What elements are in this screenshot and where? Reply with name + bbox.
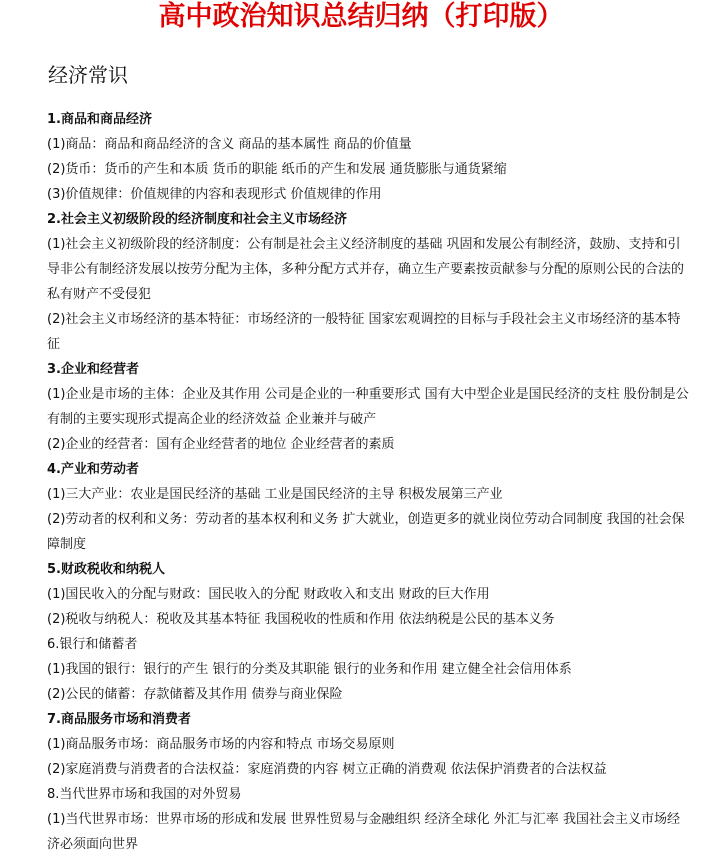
paragraph: (1)企业是市场的主体：企业及其作用 公司是企业的一种重要形式 国有大中型企业是国民经济的支柱 股份制是公有制的主要实现形式提高企业的经济效益 企业兼并与破产 [47, 387, 689, 427]
list-item: (2)企业的经营者：国有企业经营者的地位 企业经营者的素质 [47, 437, 395, 452]
paragraph: (2)劳动者的权利和义务：劳动者的基本权利和义务 扩大就业，创造更多的就业岗位劳动合同制度 我国的社会保障制度 [47, 512, 685, 552]
list-item: (1)三大产业：农业是国民经济的基础 工业是国民经济的主导 积极发展第三产业 [47, 487, 503, 502]
document-body [47, 107, 691, 857]
heading-industry: 4.产业和劳动者 [47, 462, 139, 477]
section-title: 经济常识 [48, 63, 128, 87]
list-item: (1)商品：商品和商品经济的含义 商品的基本属性 商品的价值量 [47, 137, 412, 152]
heading-enterprise: 3.企业和经营者 [47, 362, 139, 377]
list-item: (2)公民的储蓄：存款储蓄及其作用 债券与商业保险 [47, 687, 343, 702]
list-item: (1)商品服务市场：商品服务市场的内容和特点 市场交易原则 [47, 737, 395, 752]
list-item: (1)我国的银行：银行的产生 银行的分类及其职能 银行的业务和作用 建立健全社会信用体系 [47, 662, 572, 677]
list-item: (2)货币：货币的产生和本质 货币的职能 纸币的产生和发展 通货膨胀与通货紧缩 [47, 162, 507, 177]
paragraph: (1)当代世界市场：世界市场的形成和发展 世界性贸易与金融组织 经济全球化 外汇与汇率 我国社会主义市场经济必须面向世界 [47, 812, 680, 852]
list-item: (2)家庭消费与消费者的合法权益：家庭消费的内容 树立正确的消费观 依法保护消费者的合法权益 [47, 762, 607, 777]
list-item: (1)国民收入的分配与财政：国民收入的分配 财政收入和支出 财政的巨大作用 [47, 587, 490, 602]
heading-bank: 6.银行和储蓄者 [47, 637, 138, 652]
heading-market: 7.商品服务市场和消费者 [47, 712, 191, 727]
document-title: 高中政治知识总结归纳（打印版） [158, 1, 564, 32]
paragraph: (2)社会主义市场经济的基本特征：市场经济的一般特征 国家宏观调控的目标与手段社会主义市场经济的基本特征 [47, 312, 681, 352]
list-item: (2)税收与纳税人：税收及其基本特征 我国税收的性质和作用 依法纳税是公民的基本义务 [47, 612, 555, 627]
paragraph: (1)社会主义初级阶段的经济制度：公有制是社会主义经济制度的基础 巩固和发展公有制经济，鼓励、支持和引导非公有制经济发展以按劳分配为主体，多种分配方式并存，确立生产要素按贡献参与分配的原则公民的合法的私有财产不受侵犯 [47, 237, 685, 302]
heading-commodity: 1.商品和商品经济 [47, 112, 152, 127]
heading-economic-system: 2.社会主义初级阶段的经济制度和社会主义市场经济 [47, 212, 347, 227]
heading-finance-tax: 5.财政税收和纳税人 [47, 562, 165, 577]
list-item: (3)价值规律：价值规律的内容和表现形式 价值规律的作用 [47, 187, 382, 202]
heading-world-market: 8.当代世界市场和我国的对外贸易 [47, 787, 242, 802]
